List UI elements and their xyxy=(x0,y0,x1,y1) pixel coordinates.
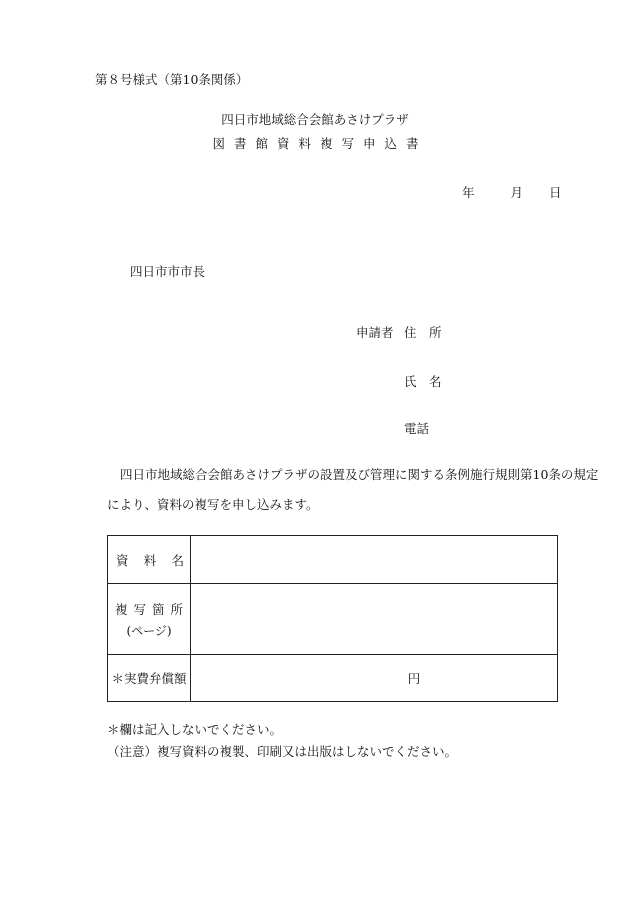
copy-section-label-cell xyxy=(108,584,191,655)
date-line xyxy=(462,183,562,201)
note-unfilled-fields: ＊欄は記入しないでください。 xyxy=(107,722,283,737)
month-label: 月 xyxy=(510,185,524,200)
note-caution: （注意）複写資料の複製、印刷又は出版はしないでください。 xyxy=(107,744,458,759)
table-row-fee xyxy=(108,655,558,702)
document-title: 図書館資料複写申込書 xyxy=(212,136,428,151)
addressee: 四日市市市長 xyxy=(130,264,206,279)
form-number: 第８号様式（第10条関係） xyxy=(95,72,249,87)
copy-section-label: 複写箇所 xyxy=(114,601,189,617)
material-name-label-cell xyxy=(108,536,191,584)
material-name-field[interactable] xyxy=(191,536,558,584)
body-text-line2: により、資料の複写を申し込みます。 xyxy=(107,497,319,512)
name-label: 氏 名 xyxy=(404,374,442,389)
yen-label: 円 xyxy=(407,671,421,686)
applicant-label: 申請者 xyxy=(356,325,394,340)
material-name-label: 資料名 xyxy=(116,552,184,568)
copy-section-field[interactable] xyxy=(191,584,558,655)
table-row-material-name xyxy=(108,536,558,584)
body-text-line1: 四日市地域総合会館あさけプラザの設置及び管理に関する条例施行規則第10条の規定 xyxy=(120,467,599,482)
table-row-copy-section xyxy=(108,584,558,655)
phone-label: 電話 xyxy=(404,421,430,436)
day-label: 日 xyxy=(549,185,562,200)
page-label: (ページ) xyxy=(126,623,172,638)
address-label: 住 所 xyxy=(404,325,442,340)
fee-field xyxy=(191,655,558,702)
request-table xyxy=(107,535,558,702)
fee-label: ＊実費弁償額 xyxy=(111,671,187,686)
year-label: 年 xyxy=(462,185,475,200)
facility-name: 四日市地域総合会館あさけプラザ xyxy=(221,112,409,127)
fee-label-cell xyxy=(108,655,191,702)
